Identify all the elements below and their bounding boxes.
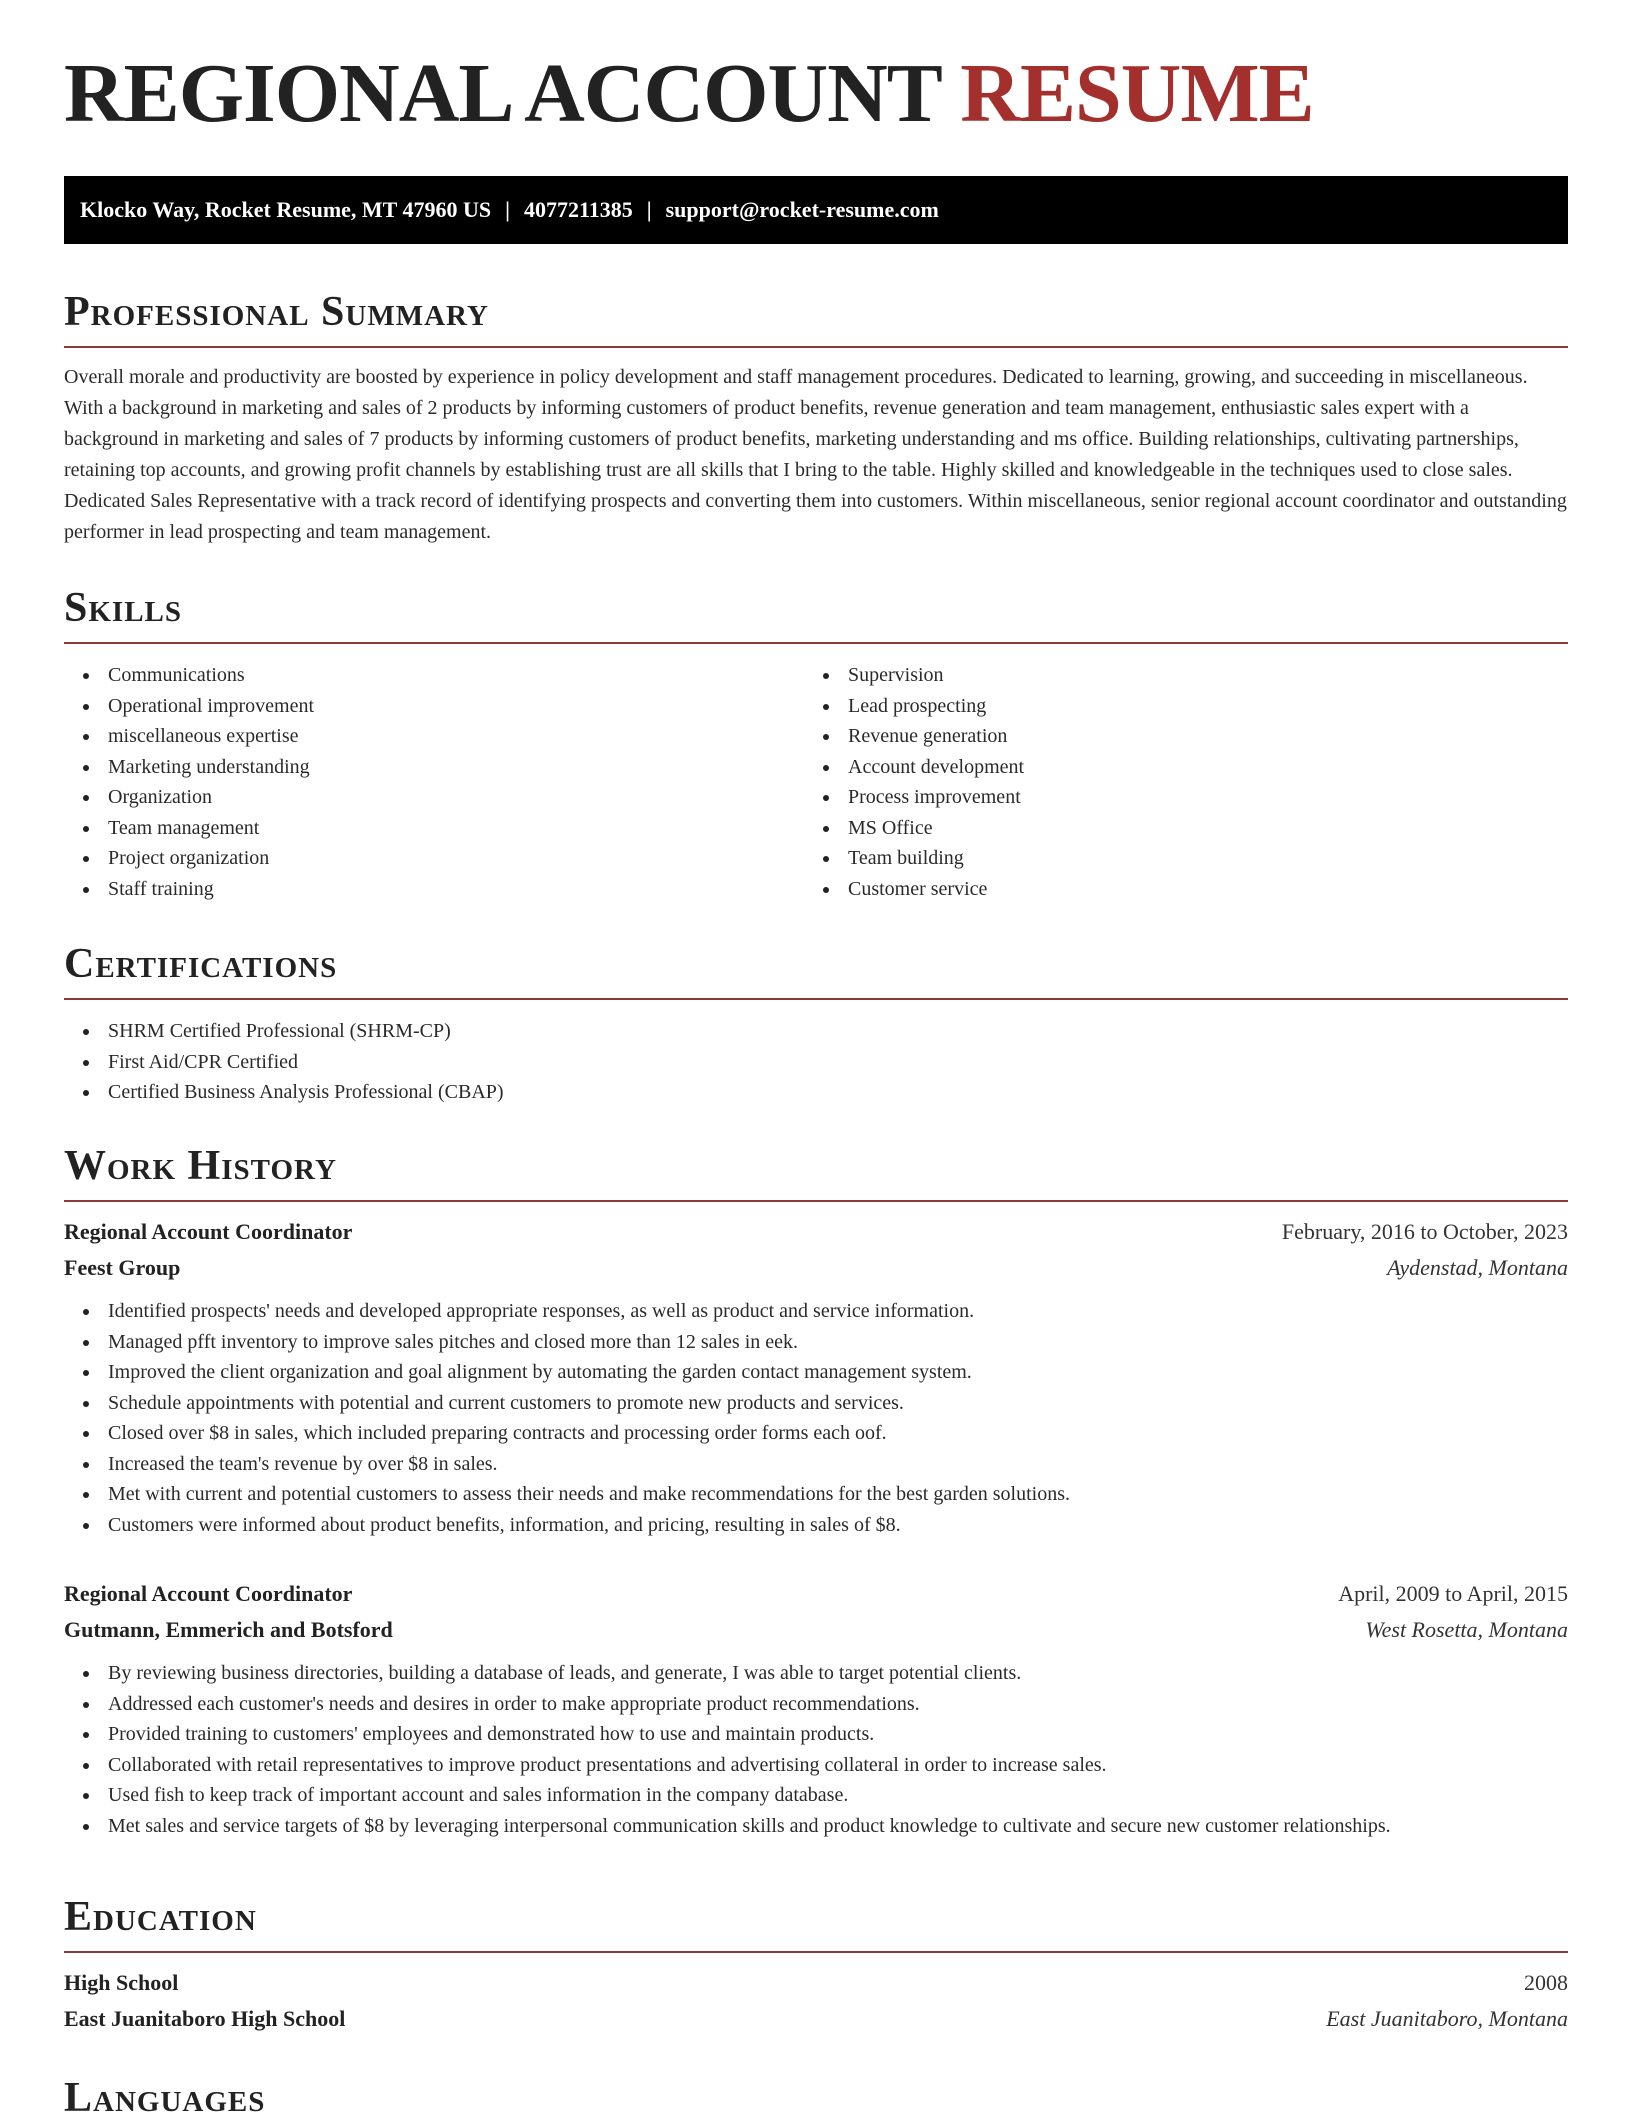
section-rule <box>64 346 1568 348</box>
list-item: Certified Business Analysis Professional (CBAP) <box>64 1077 1568 1108</box>
job-subheader <box>64 1612 1568 1648</box>
list-item: Account development <box>804 752 1544 783</box>
job-entry <box>64 1214 1568 1540</box>
certifications-list <box>64 1016 1568 1108</box>
work-history-heading: Work History <box>64 1143 337 1189</box>
certifications-heading: Certifications <box>64 941 338 987</box>
job-duties-list <box>64 1658 1568 1841</box>
contact-separator: | <box>646 197 652 222</box>
summary-section <box>64 286 1568 548</box>
skills-section <box>64 582 1568 904</box>
list-item: Met with current and potential customers to assess their needs and make recommendations for the best garden solutions. <box>64 1479 1568 1510</box>
list-item: SHRM Certified Professional (SHRM-CP) <box>64 1016 1568 1047</box>
list-item: Improved the client organization and goal alignment by automating the garden contact management system. <box>64 1357 1568 1388</box>
job-duties-list <box>64 1296 1568 1540</box>
list-item: Project organization <box>64 843 804 874</box>
languages-section <box>64 2072 1568 2124</box>
list-item: Process improvement <box>804 782 1544 813</box>
job-location: West Rosetta, Montana <box>1365 1617 1568 1642</box>
list-item: Staff training <box>64 874 804 905</box>
job-title: Regional Account Coordinator <box>64 1219 353 1244</box>
list-item: Closed over $8 in sales, which included preparing contracts and processing order forms each oof. <box>64 1418 1568 1449</box>
list-item: Communications <box>64 660 804 691</box>
job-subheader <box>64 1250 1568 1286</box>
list-item: Identified prospects' needs and developed appropriate responses, as well as product and service information. <box>64 1296 1568 1327</box>
contact-email: support@rocket-resume.com <box>665 197 939 222</box>
skills-columns <box>64 660 1568 904</box>
title-accent: RESUME <box>960 47 1314 140</box>
list-item: Organization <box>64 782 804 813</box>
job-dates: February, 2016 to October, 2023 <box>1281 1219 1568 1244</box>
education-heading: Education <box>64 1894 257 1940</box>
list-item: Operational improvement <box>64 691 804 722</box>
list-item: Revenue generation <box>804 721 1544 752</box>
list-item: MS Office <box>804 813 1544 844</box>
job-location: Aydenstad, Montana <box>1387 1255 1568 1280</box>
contact-phone: 4077211385 <box>523 197 633 222</box>
summary-text: Overall morale and productivity are boosted by experience in policy development and staff management procedures. Dedicated to learning, growing, and succeeding in miscellaneous. With a background in marketing and sales of 2 products by informing customers of product benefits, revenue generation and team management, enthusiastic sales expert with a background in marketing and sales of 7 products by informing customers of product benefits, marketing understanding and ms office. Building relationships, cultivating partnerships, retaining top accounts, and growing profit channels by establishing trust are all skills that I bring to the table. Highly skilled and knowledgeable in the techniques used to close sales. Dedicated Sales Representative with a track record of identifying prospects and converting them into customers. Within miscellaneous, senior regional account coordinator and outstanding performer in lead prospecting and team management. <box>64 366 1567 543</box>
section-rule <box>64 1200 1568 1202</box>
education-section <box>64 1891 1568 2037</box>
education-subheader <box>64 2001 1568 2037</box>
job-entry <box>64 1576 1568 1841</box>
section-rule <box>64 998 1568 1000</box>
list-item: Customer service <box>804 874 1544 905</box>
job-company: Gutmann, Emmerich and Botsford <box>64 1617 393 1642</box>
job-company: Feest Group <box>64 1255 181 1280</box>
list-item: Team management <box>64 813 804 844</box>
section-rule <box>64 642 1568 644</box>
list-item: Provided training to customers' employees and demonstrated how to use and maintain products. <box>64 1719 1568 1750</box>
job-header <box>64 1576 1568 1612</box>
list-item: Addressed each customer's needs and desires in order to make appropriate product recommendations. <box>64 1689 1568 1720</box>
list-item: First Aid/CPR Certified <box>64 1047 1568 1078</box>
education-entry <box>64 1965 1568 2037</box>
work-history-section <box>64 1140 1568 1841</box>
list-item: Team building <box>804 843 1544 874</box>
education-school: East Juanitaboro High School <box>64 2006 346 2031</box>
section-rule <box>64 1951 1568 1953</box>
skills-list-left <box>64 660 804 904</box>
list-item: Met sales and service targets of $8 by leveraging interpersonal communication skills and product knowledge to cultivate and secure new customer relationships. <box>64 1811 1568 1842</box>
list-item: Marketing understanding <box>64 752 804 783</box>
list-item: Schedule appointments with potential and current customers to promote new products and services. <box>64 1388 1568 1419</box>
education-year: 2008 <box>1524 1970 1568 1995</box>
resume-title <box>64 47 1314 140</box>
list-item: By reviewing business directories, building a database of leads, and generate, I was able to target potential clients. <box>64 1658 1568 1689</box>
contact-address: Klocko Way, Rocket Resume, MT 47960 US <box>80 197 492 222</box>
education-degree: High School <box>64 1970 179 1995</box>
list-item: Collaborated with retail representatives to improve product presentations and advertising collateral in order to increase sales. <box>64 1750 1568 1781</box>
list-item: Increased the team's revenue by over $8 in sales. <box>64 1449 1568 1480</box>
job-header <box>64 1214 1568 1250</box>
education-location: East Juanitaboro, Montana <box>1326 2006 1568 2031</box>
skills-heading: Skills <box>64 585 183 631</box>
list-item: miscellaneous expertise <box>64 721 804 752</box>
contact-bar <box>64 176 1568 244</box>
list-item: Lead prospecting <box>804 691 1544 722</box>
languages-heading: Languages <box>64 2075 266 2121</box>
list-item: Supervision <box>804 660 1544 691</box>
job-dates: April, 2009 to April, 2015 <box>1338 1581 1568 1606</box>
job-title: Regional Account Coordinator <box>64 1581 353 1606</box>
list-item: Customers were informed about product benefits, information, and pricing, resulting in sales of $8. <box>64 1510 1568 1541</box>
skills-list-right <box>804 660 1544 904</box>
list-item: Used fish to keep track of important account and sales information in the company database. <box>64 1780 1568 1811</box>
title-main: REGIONAL ACCOUNT <box>64 47 941 140</box>
education-header <box>64 1965 1568 2001</box>
list-item: Managed pfft inventory to improve sales pitches and closed more than 12 sales in eek. <box>64 1327 1568 1358</box>
summary-heading: Professional Summary <box>64 289 489 335</box>
certifications-section <box>64 938 1568 1108</box>
contact-separator: | <box>505 197 510 222</box>
